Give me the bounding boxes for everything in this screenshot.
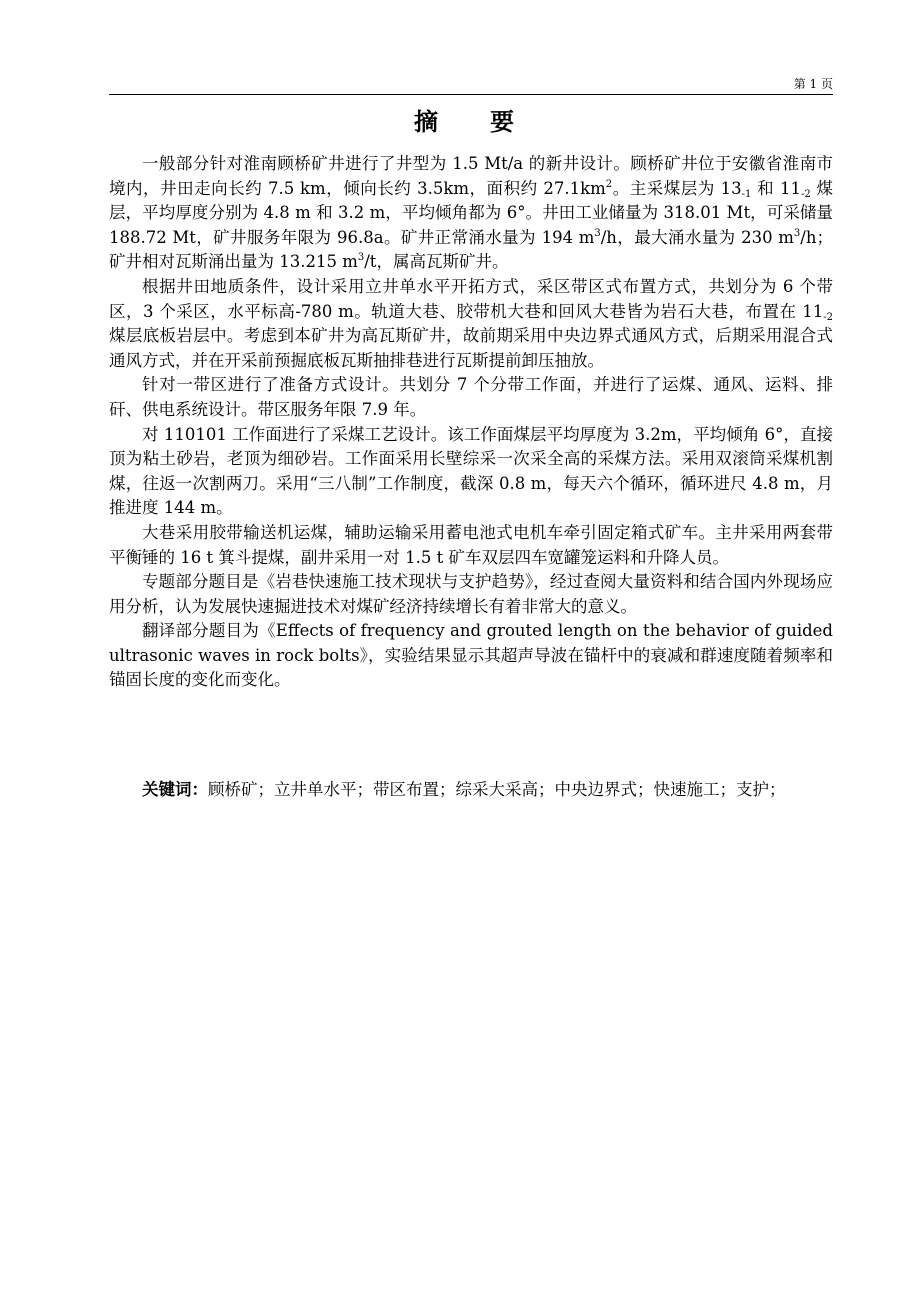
- paragraph-transport: 大巷采用胶带输送机运煤，辅助运输采用蓄电池式电机车牵引固定箱式矿车。主井采用两套带平衡锤的 16 t 箕斗提煤，副井采用一对 1.5 t 矿车双层四车宽罐笼运料和升降人员。: [109, 522, 833, 567]
- abstract-title: 摘 要: [414, 108, 528, 136]
- paragraph-development: 根据井田地质条件，设计采用立井单水平开拓方式，采区带区式布置方式，共划分为 6 个带区，3 个采区，水平标高-780 m。轨道大巷、胶带机大巷和回风大巷皆为岩石大巷，布置在 $11_{-2}$ 煤层底板岩层中。考虑到本矿井为高瓦斯矿井，故前期采用中央边界式通风方式，后期采用混合式通风方式，并在开采前预掘底板瓦斯抽排巷进行瓦斯提前卸压抽放。: [109, 276, 833, 370]
- paragraph-mining-technology: 对 110101 工作面进行了采煤工艺设计。该工作面煤层平均厚度为 3.2m，平均倾角 6°，直接顶为粘土砂岩，老顶为细砂岩。工作面采用长壁综采一次采全高的采煤方法。采用双滚筒采煤机割煤，往返一次割两刀。采用“三八制”工作制度，截深 0.8 m，每天六个循环，循环进尺 4.8 m，月推进度 144 m。: [109, 424, 833, 518]
- paragraph-preparation: 针对一带区进行了准备方式设计。共划分 7 个分带工作面，并进行了运煤、通风、运料、排矸、供电系统设计。带区服务年限 7.9 年。: [109, 375, 833, 419]
- paragraph-general-design: 一般部分针对淮南顾桥矿井进行了井型为 1.5 Mt/a 的新井设计。顾桥矿井位于安徽省淮南市境内，井田走向长约 7.5 km，倾向长约 3.5km，面积约 $27.1km^2$。主采煤层为 $13_{-1}$ 和 $11_{-2}$ 煤层，平均厚度分别为 4.8 m 和 3.2 m，平均倾角都为 6°。井田工业储量为 318.01 Mt，可采储量 188.72 Mt，矿井服务年限为 96.8a。矿井正常涌水量为 194 $m^3/h$，最大涌水量为 230 $m^3/h$；矿井相对瓦斯涌出量为 13.215 $m^3/t$，属高瓦斯矿井。: [109, 154, 833, 272]
- keywords-text: 顾桥矿；立井单水平；带区布置；综采大采高；中央边界式；快速施工；支护；: [208, 780, 786, 799]
- paragraph-special-topic: 专题部分题目是《岩巷快速施工技术现状与支护趋势》，经过查阅大量资料和结合国内外现场应用分析，认为发展快速掘进技术对煤矿经济持续增长有着非常大的意义。: [109, 572, 833, 616]
- keywords: [109, 778, 833, 803]
- paragraph-translation: 翻译部分题目为《Effects of frequency and grouted length on the behavior of guided ultrasonic waves in rock bolts》，实验结果显示其超声导波在锚杆中的衰减和群速度随着频率和锚固长度的变化而变化。: [109, 621, 833, 690]
- abstract-body: [109, 152, 833, 693]
- page-number: 第 1 页: [793, 77, 833, 91]
- page-header: [109, 72, 833, 95]
- keywords-label: 关键词：: [142, 780, 208, 799]
